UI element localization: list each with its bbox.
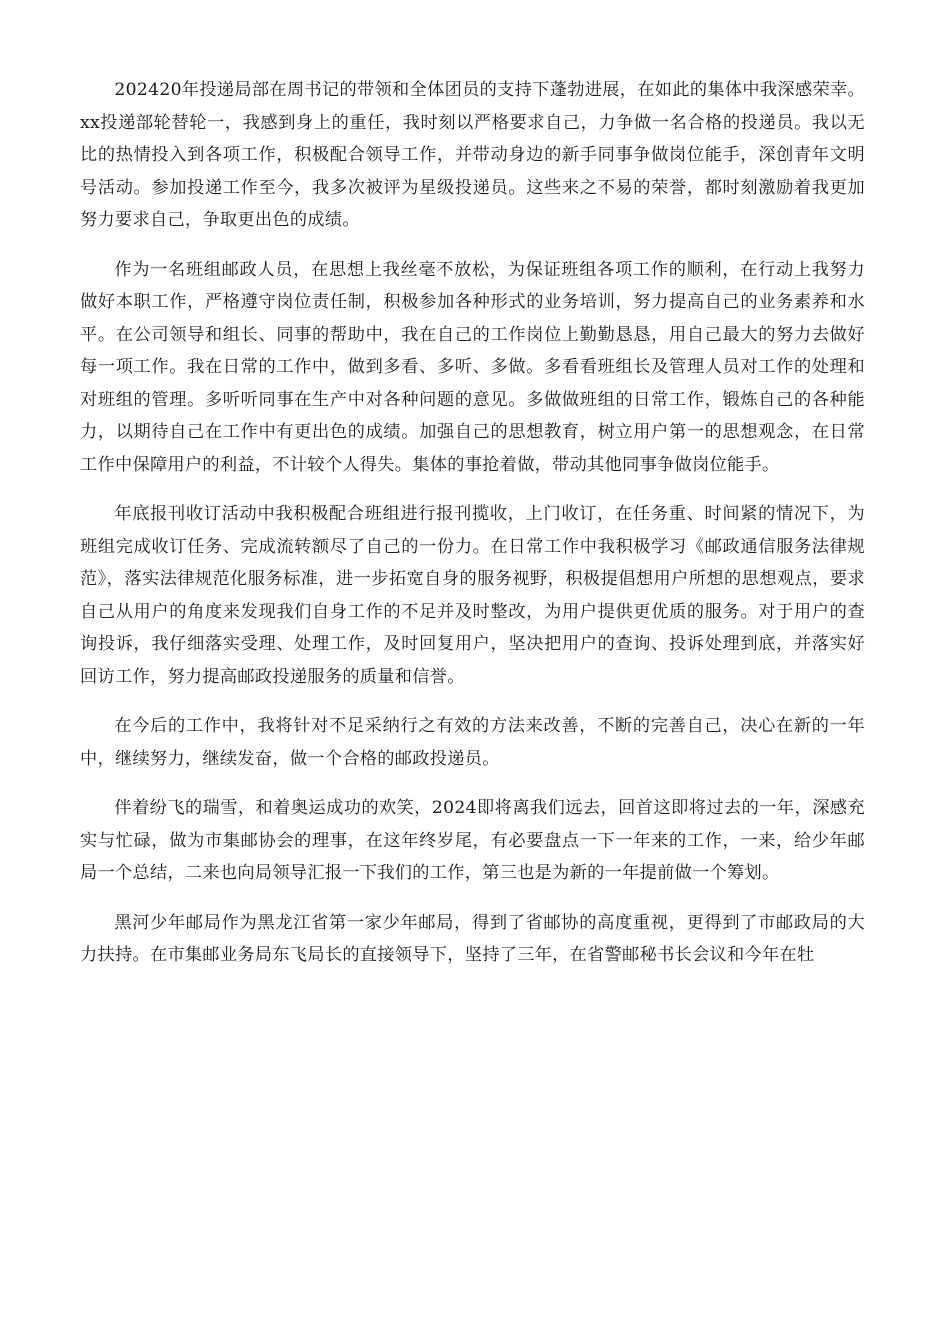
paragraph-3: 年底报刊收订活动中我积极配合班组进行报刊揽收，上门收订，在任务重、时间紧的情况下，为班组完成收订任务、完成流转额尽了自己的一份力。在日常工作中我积极学习《邮政通信服务法律规范》，落实法律规范化服务标准，进一步拓宽自身的服务视野，积极提倡想用户所想的思想观点，要求自己从用户的角度来发现我们自身工作的不足并及时整改，为用户提供更优质的服务。对于用户的查询投诉，我仔细落实受理、处理工作，及时回复用户，坚决把用户的查询、投诉处理到底，并落实好回访工作，努力提高邮政投递服务的质量和信誉。 — [80, 504, 865, 687]
paragraph-2: 作为一名班组邮政人员，在思想上我丝毫不放松，为保证班组各项工作的顺利，在行动上我努力做好本职工作，严格遵守岗位责任制，积极参加各种形式的业务培训，努力提高自己的业务素养和水平。在公司领导和组长、同事的帮助中，我在自己的工作岗位上勤勤恳恳，用自己最大的努力去做好每一项工作。我在日常的工作中，做到多看、多听、多做。多看看班组长及管理人员对工作的处理和对班组的管理。多听听同事在生产中对各种问题的意见。多做做班组的日常工作，锻炼自己的各种能力，以期待自己在工作中有更出色的成绩。加强自己的思想教育，树立用户第一的思想观念，在日常工作中保障用户的利益，不计较个人得失。集体的事抢着做，带动其他同事争做岗位能手。 — [80, 259, 865, 475]
paragraph-4: 在今后的工作中，我将针对不足采纳行之有效的方法来改善，不断的完善自己，决心在新的一年中，继续努力，继续发奋，做一个合格的邮政投递员。 — [80, 716, 865, 769]
document-body — [80, 74, 865, 989]
paragraph-6: 黑河少年邮局作为黑龙江省第一家少年邮局，得到了省邮协的高度重视，更得到了市邮政局的大力扶持。在市集邮业务局东飞局长的直接领导下，坚持了三年，在省警邮秘书长会议和今年在牡 — [80, 912, 865, 965]
paragraph-5: 伴着纷飞的瑞雪，和着奥运成功的欢笑，2024即将离我们远去，回首这即将过去的一年，深感充实与忙碌，做为市集邮协会的理事，在这年终岁尾，有必要盘点一下一年来的工作，一来，给少年邮局一个总结，二来也向局领导汇报一下我们的工作，第三也是为新的一年提前做一个筹划。 — [80, 798, 865, 883]
paragraph-1: 202420年投递局部在周书记的带领和全体团员的支持下蓬勃进展，在如此的集体中我深感荣幸。xx投递部轮替轮一，我感到身上的重任，我时刻以严格要求自己，力争做一名合格的投递员。我以无比的热情投入到各项工作，积极配合领导工作，并带动身边的新手同事争做岗位能手，深创青年文明号活动。参加投递工作至今，我多次被评为星级投递员。这些来之不易的荣誉，都时刻激励着我更加努力要求自己，争取更出色的成绩。 — [80, 80, 865, 230]
